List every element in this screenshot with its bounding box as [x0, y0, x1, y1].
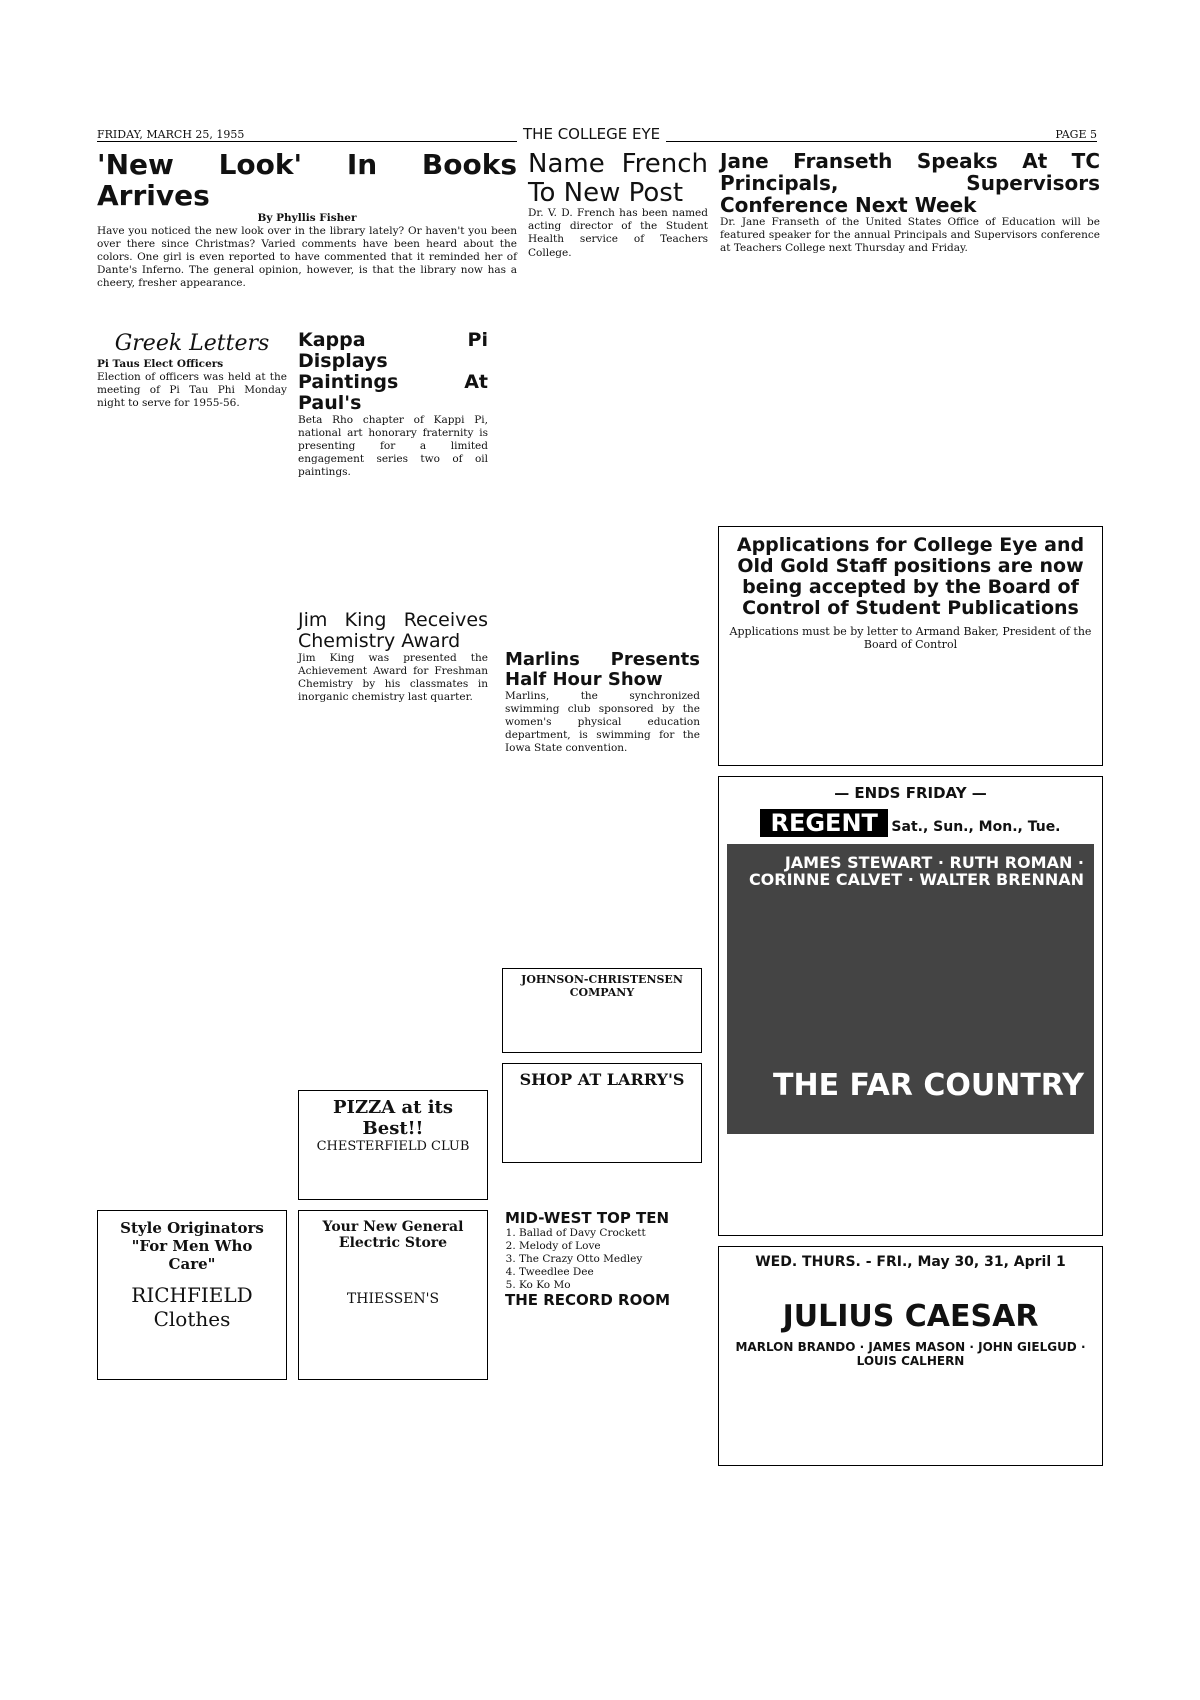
article-french	[528, 150, 708, 260]
ad-text: JOHNSON-CHRISTENSEN COMPANY	[521, 973, 683, 999]
cast: JAMES STEWART · RUTH ROMAN · CORINNE CALVET · WALTER BRENNAN	[748, 852, 1084, 890]
show-days: WED. THURS. - FRI., May 30, 31, April 1	[755, 1254, 1066, 1270]
headline: 'New Look' In Books Arrives	[97, 148, 517, 212]
article-body: Dr. Jane Franseth of the United States Office of Education will be featured speaker for the annual Principals and Supervisors conference at Teachers College next Thursday and Friday.	[720, 216, 1100, 255]
list-item: 1. Ballad of Davy Crockett	[519, 1227, 700, 1240]
article-body: Marlins, the synchronized swimming club sponsored by the women's physical education department, is swimming for the Iowa State convention.	[505, 689, 700, 755]
issue-date: FRIDAY, MARCH 25, 1955	[97, 128, 245, 141]
store-name: THE RECORD ROOM	[505, 1291, 671, 1310]
list-item: 2. Melody of Love	[519, 1240, 700, 1253]
ad-applications	[718, 526, 1103, 766]
ends-friday: — ENDS FRIDAY —	[834, 784, 987, 802]
article-body: Election of officers was held at the meeting of Pi Tau Phi Monday night to serve for 1955-56.	[97, 370, 287, 409]
article-kappa-pi	[298, 330, 488, 479]
page-number: PAGE 5	[1055, 128, 1097, 141]
article-body: Dr. V. D. French has been named acting director of the Student Health service of Teachers College.	[528, 207, 708, 259]
ad-richfield	[97, 1210, 287, 1380]
cast: MARLON BRANDO · JAMES MASON · JOHN GIELGUD · LOUIS CALHERN	[735, 1340, 1086, 1368]
headline: Marlins Presents Half Hour Show	[505, 649, 700, 690]
headline: Name French To New Post	[528, 149, 708, 208]
movie-title: THE FAR COUNTRY	[773, 1068, 1084, 1104]
ad-regent	[718, 776, 1103, 1236]
article-marlins	[505, 650, 700, 755]
show-days: Sat., Sun., Mon., Tue.	[891, 818, 1061, 835]
list-item: 3. The Crazy Otto Medley	[519, 1253, 700, 1266]
article-jim-king	[298, 610, 488, 704]
article-body: Jim King was presented the Achievement Award for Freshman Chemistry by his classmates in inorganic chemistry last quarter.	[298, 651, 488, 704]
ad-text: Your New General Electric Store	[322, 1219, 464, 1251]
article-new-look	[97, 150, 517, 290]
headline: Jim King Receives Chemistry Award	[298, 609, 488, 652]
headline: Jane Franseth Speaks At TC Principals, Supervisors Conference Next Week	[720, 149, 1100, 217]
ad-text: THIESSEN'S	[346, 1291, 440, 1307]
ad-johnson	[502, 968, 702, 1053]
subhead: Pi Taus Elect Officers	[97, 357, 224, 370]
article-body: Have you noticed the new look over in the library lately? Or haven't you been over there since Christmas? Varied comments have been heard about the colors. One girl is even reported to have commented that it reminded her of Dante's Inferno. The general opinion, however, is that the library now has a cheery, fresher appearance.	[97, 224, 517, 290]
list-item: 5. Ko Ko Mo	[519, 1279, 700, 1292]
movie-title: JULIUS CAESAR	[782, 1299, 1039, 1335]
ad-pizza	[298, 1090, 488, 1200]
article-body: Beta Rho chapter of Kappi Pi, national art honorary fraternity is presenting for a limited engagement series two of oil paintings.	[298, 413, 488, 479]
ad-footer: Applications must be by letter to Armand Baker, President of the Board of Control	[729, 624, 1092, 651]
section-title: Greek Letters	[114, 331, 270, 356]
article-franseth	[720, 150, 1100, 255]
ad-text: SHOP AT LARRY'S	[519, 1070, 685, 1089]
list-title: MID-WEST TOP TEN	[505, 1209, 670, 1227]
greek-letters	[97, 330, 287, 410]
ad-ge	[298, 1210, 488, 1380]
ad-text: Style Originators "For Men Who Care"	[120, 1219, 264, 1273]
regent-logo: REGENT	[760, 809, 887, 837]
ad-title: Applications for College Eye and Old Gold Staff positions are now being accepted by the Board of Control of Student Publications	[736, 534, 1085, 619]
top-ten	[505, 1210, 700, 1309]
ad-text: CHESTERFIELD CLUB	[316, 1139, 470, 1154]
list-item: 4. Tweedlee Dee	[519, 1266, 700, 1279]
song-list	[519, 1227, 700, 1293]
ad-text: RICHFIELD Clothes	[131, 1283, 253, 1331]
ad-larrys	[502, 1063, 702, 1163]
ad-julius-caesar	[718, 1246, 1103, 1466]
movie-poster	[727, 844, 1094, 1134]
headline: Kappa Pi Displays Paintings At Paul's	[298, 329, 488, 414]
page-header	[97, 125, 1097, 143]
ad-text: PIZZA at its Best!!	[333, 1097, 453, 1139]
paper-title: THE COLLEGE EYE	[517, 125, 666, 143]
byline: By Phyllis Fisher	[257, 211, 357, 224]
